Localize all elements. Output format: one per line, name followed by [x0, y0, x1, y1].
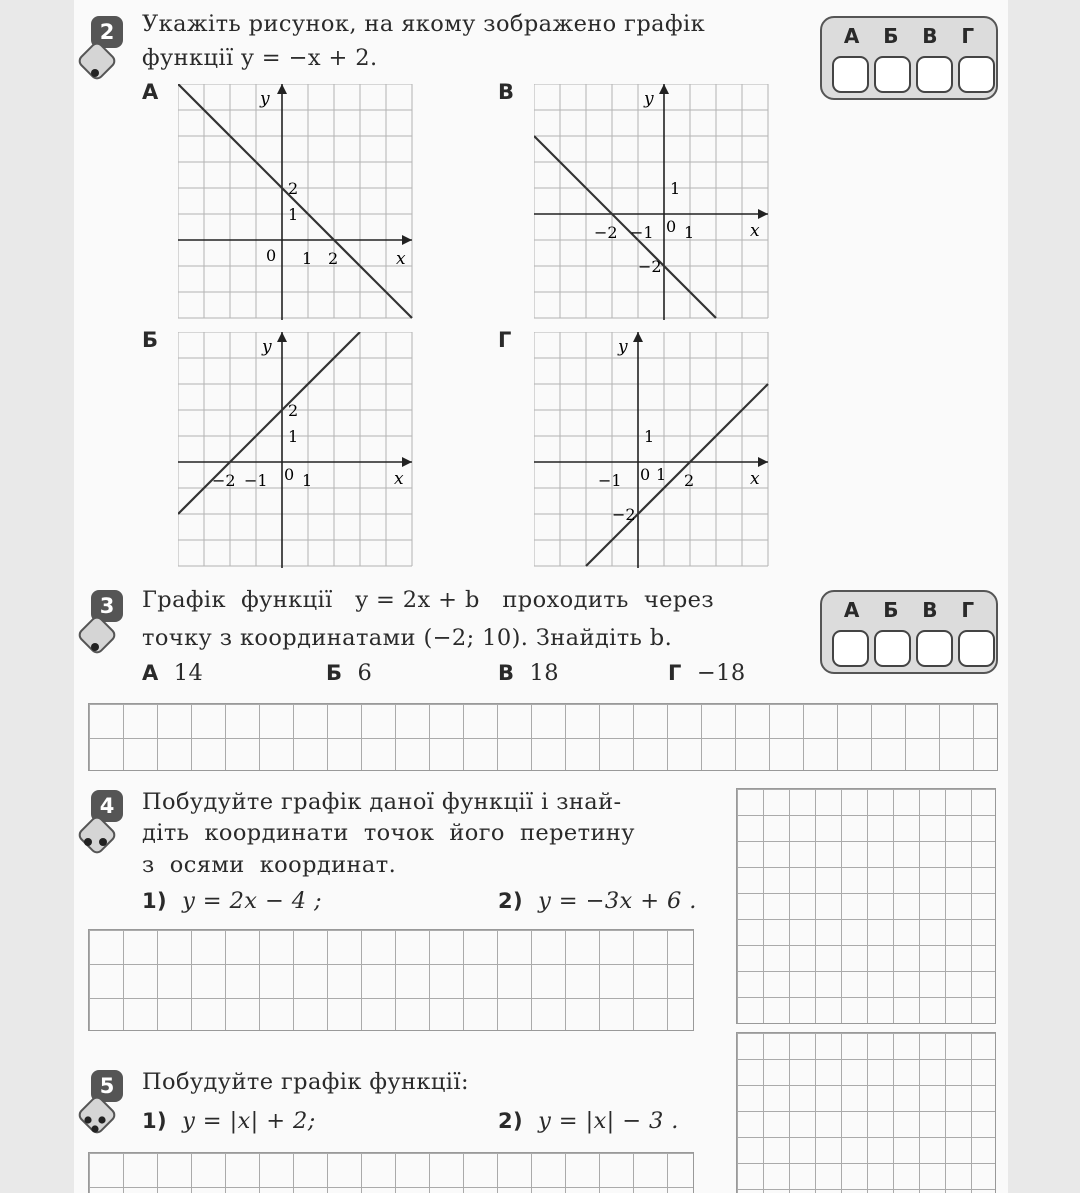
- answer-cell-a[interactable]: [832, 56, 869, 93]
- function-line: [178, 332, 360, 514]
- task-5-graph-grid[interactable]: [736, 1032, 996, 1193]
- task-4-item-1: [142, 884, 322, 918]
- option-letter: А: [142, 661, 159, 685]
- task-3-question-line-1: Графік функції y = 2x + b проходить через: [142, 587, 715, 613]
- tick-label: 1: [684, 223, 695, 242]
- tick-label: 1: [670, 179, 681, 198]
- task-5-solution-grid[interactable]: [88, 1152, 694, 1193]
- option-value: 6: [357, 660, 373, 686]
- y-axis-label: y: [260, 89, 270, 109]
- option-a: [142, 656, 203, 690]
- answer-cell-v[interactable]: [916, 630, 953, 667]
- task-5-item-2: [498, 1104, 679, 1138]
- item-number: 1): [142, 1109, 168, 1133]
- answer-cell-b[interactable]: [874, 56, 911, 93]
- x-axis-label: x: [396, 249, 406, 269]
- option-letter: В: [498, 661, 515, 685]
- task-3-answer-box: [820, 590, 998, 674]
- answer-letter: В: [922, 598, 938, 622]
- answer-letter: Г: [961, 598, 975, 622]
- option-value: −18: [696, 660, 746, 686]
- tick-label: 1: [302, 249, 313, 268]
- task-4-badge: [76, 790, 124, 860]
- graph-letter-v: В: [498, 80, 515, 104]
- answer-cell-g[interactable]: [958, 56, 995, 93]
- task-number: 4: [91, 790, 123, 822]
- x-axis-label: x: [750, 221, 760, 241]
- x-axis-label: x: [394, 469, 404, 489]
- y-axis-label: y: [644, 89, 654, 109]
- answer-letter: А: [843, 24, 860, 48]
- option-letter: Б: [326, 661, 343, 685]
- option-value: 14: [173, 660, 204, 686]
- tick-label: 1: [288, 427, 299, 446]
- graph-g: [534, 332, 770, 568]
- task-5-badge: [76, 1070, 124, 1140]
- tick-label: −1: [630, 223, 654, 242]
- graph-v: [534, 84, 770, 320]
- option-value: 18: [529, 660, 559, 686]
- task-number: 2: [91, 16, 123, 48]
- item-formula: y = 2x − 4 ;: [182, 888, 323, 914]
- answer-letter: В: [922, 24, 938, 48]
- difficulty-one-dot-icon: [76, 620, 118, 654]
- tick-label: 2: [288, 401, 299, 420]
- answer-letter: Б: [883, 598, 899, 622]
- option-v: [498, 656, 559, 690]
- answer-cell-b[interactable]: [874, 630, 911, 667]
- worksheet-page: [74, 0, 1008, 1193]
- graph-b: [178, 332, 414, 568]
- tick-label: 2: [328, 249, 339, 268]
- function-line: [178, 84, 412, 318]
- answer-letter: Г: [961, 24, 975, 48]
- tick-label: 1: [288, 205, 299, 224]
- answer-cell-a[interactable]: [832, 630, 869, 667]
- task-4-question-line-3: з осями координат.: [142, 852, 397, 878]
- tick-label: 2: [288, 179, 299, 198]
- answer-letter: Б: [883, 24, 899, 48]
- item-number: 2): [498, 889, 524, 913]
- task-3-badge: [76, 590, 124, 660]
- y-axis-label: y: [618, 337, 628, 357]
- task-4-graph-grid[interactable]: [736, 788, 996, 1024]
- tick-label: −1: [598, 471, 622, 490]
- task-3-solution-grid[interactable]: [88, 703, 998, 771]
- origin-label: 0: [640, 465, 651, 484]
- answer-cell-v[interactable]: [916, 56, 953, 93]
- graph-a: [178, 84, 414, 320]
- tick-label: −2: [212, 471, 236, 490]
- item-formula: y = |x| + 2;: [182, 1108, 316, 1134]
- y-axis-label: y: [262, 337, 272, 357]
- difficulty-one-dot-icon: [76, 46, 118, 80]
- tick-label: 2: [684, 471, 695, 490]
- task-2-badge: [76, 16, 124, 86]
- difficulty-two-dots-icon: [76, 820, 118, 854]
- task-2-question-line-1: Укажіть рисунок, на якому зображено графік: [142, 11, 706, 37]
- option-g: [668, 656, 746, 690]
- task-3-question-line-2: точку з координатами (−2; 10). Знайдіть b.: [142, 625, 673, 651]
- task-number: 5: [91, 1070, 123, 1102]
- item-formula: y = −3x + 6 .: [538, 888, 697, 914]
- task-4-solution-grid[interactable]: [88, 929, 694, 1031]
- item-number: 1): [142, 889, 168, 913]
- tick-label: −2: [612, 505, 636, 524]
- tick-label: 1: [656, 465, 667, 484]
- task-4-question-line-2: діть координати точок його перетину: [142, 820, 635, 846]
- origin-label: 0: [284, 465, 295, 484]
- tick-label: 1: [644, 427, 655, 446]
- item-number: 2): [498, 1109, 524, 1133]
- x-axis-label: x: [750, 469, 760, 489]
- origin-label: 0: [266, 246, 277, 265]
- task-2-question-line-2: функції y = −x + 2.: [142, 45, 378, 71]
- task-4-item-2: [498, 884, 697, 918]
- tick-label: 1: [302, 471, 313, 490]
- option-letter: Г: [668, 661, 682, 685]
- tick-label: −1: [244, 471, 268, 490]
- option-b: [326, 656, 372, 690]
- tick-label: −2: [594, 223, 618, 242]
- task-2-answer-box: [820, 16, 998, 100]
- difficulty-three-dots-icon: [76, 1100, 118, 1134]
- task-5-question-line-1: Побудуйте графік функції:: [142, 1069, 469, 1095]
- answer-letter: А: [843, 598, 860, 622]
- tick-label: −2: [638, 257, 662, 276]
- graph-letter-b: Б: [142, 328, 159, 352]
- graph-letter-g: Г: [498, 328, 512, 352]
- graph-letter-a: А: [142, 80, 159, 104]
- task-4-question-line-1: Побудуйте графік даної функції і знай-: [142, 789, 622, 815]
- item-formula: y = |x| − 3 .: [538, 1108, 679, 1134]
- origin-label: 0: [666, 217, 677, 236]
- task-number: 3: [91, 590, 123, 622]
- task-5-item-1: [142, 1104, 316, 1138]
- answer-cell-g[interactable]: [958, 630, 995, 667]
